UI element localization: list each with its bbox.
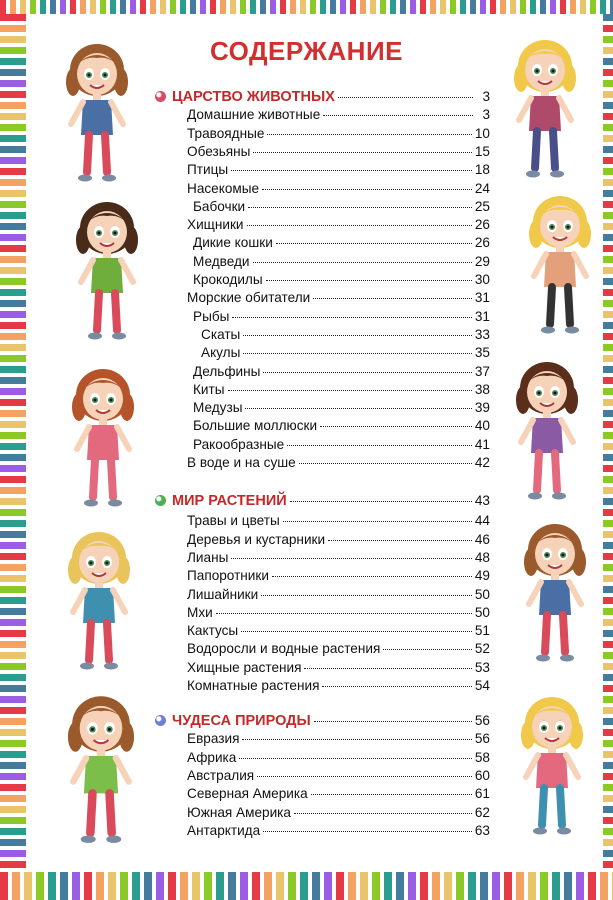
page-number: 43 (474, 493, 490, 508)
entry-label: Насекомые (187, 180, 260, 196)
toc-entry (187, 143, 490, 161)
toc-entry (187, 125, 490, 143)
toc-entry (187, 604, 490, 622)
page-number: 54 (474, 678, 490, 693)
dot-leader (290, 501, 472, 502)
entry-label: Медузы (193, 400, 243, 416)
toc-entry (187, 454, 490, 472)
toc-entry (187, 549, 490, 567)
bullet-icon (155, 91, 166, 102)
dot-leader (248, 207, 472, 208)
toc-entry (187, 567, 490, 585)
entry-label: Бабочки (193, 198, 246, 214)
toc-entry (193, 417, 490, 435)
toc-entry (193, 234, 490, 252)
dot-leader (311, 794, 472, 795)
entry-label: Птицы (187, 162, 229, 178)
page-number: 44 (474, 513, 490, 529)
toc-entry (187, 289, 490, 307)
entry-label: Водоросли и водные растения (187, 641, 381, 657)
dot-leader (247, 225, 472, 226)
section-title: ЧУДЕСА ПРИРОДЫ (172, 713, 311, 729)
page-number: 35 (474, 345, 490, 361)
toc-entry (187, 730, 490, 748)
toc-entry (187, 216, 490, 234)
entry-label: Травоядные (187, 125, 265, 141)
toc-entry (187, 106, 490, 124)
dot-leader (383, 649, 472, 650)
page-number: 31 (474, 290, 490, 306)
entry-label: Лишайники (187, 586, 259, 602)
entry-label: Южная Америка (187, 804, 291, 820)
toc-entry (187, 659, 490, 677)
page-number: 48 (474, 549, 490, 565)
toc-entry (187, 804, 490, 822)
page-number: 42 (474, 455, 490, 470)
toc-entry (187, 749, 490, 767)
page-number: 41 (474, 436, 490, 452)
entry-label: Домашние животные (187, 107, 321, 123)
girl-with-books-right-4-illustration (500, 520, 610, 670)
dot-leader (276, 243, 472, 244)
toc-entry (187, 161, 490, 179)
dot-leader (266, 280, 472, 281)
decorative-left-border (0, 14, 26, 872)
entry-label: Скаты (201, 326, 241, 342)
dot-leader (313, 298, 472, 299)
toc-section-heading (155, 88, 490, 106)
toc-entry (201, 326, 490, 344)
page-number: 3 (482, 107, 490, 123)
toc-entry (187, 822, 490, 840)
toc-entry (193, 436, 490, 454)
entry-label: Мхи (187, 604, 213, 620)
entry-label: Хищники (187, 217, 244, 233)
dot-leader (322, 686, 471, 687)
entry-label: Папоротники (187, 568, 269, 584)
dot-leader (283, 521, 472, 522)
toc-entry (187, 531, 490, 549)
entry-label: Евразия (187, 731, 240, 747)
toc-entry (187, 180, 490, 198)
dot-leader (243, 335, 472, 336)
dot-leader (242, 739, 471, 740)
entry-label: Дикие кошки (193, 235, 273, 251)
page-number: 58 (474, 749, 490, 765)
page-number: 37 (474, 363, 490, 379)
entry-label: Медведи (193, 253, 250, 269)
entry-label: Антарктида (187, 822, 261, 838)
toc-entry (201, 344, 490, 362)
dot-leader (253, 262, 472, 263)
dot-leader (263, 831, 472, 832)
entry-label: В воде и на суше (187, 455, 296, 470)
entry-label: Австралия (187, 767, 255, 783)
dot-leader (257, 776, 472, 777)
dot-leader (263, 372, 471, 373)
entry-label: Северная Америка (187, 786, 308, 802)
dot-leader (304, 668, 471, 669)
page-number: 53 (474, 659, 490, 675)
page-number: 50 (474, 604, 490, 620)
page-number: 29 (474, 253, 490, 269)
dot-leader (262, 189, 472, 190)
toc-entry (187, 767, 490, 785)
girl-blonde-right-2-illustration (510, 192, 610, 342)
page-number: 18 (474, 162, 490, 178)
entry-label: Киты (193, 381, 225, 397)
page-number: 15 (474, 143, 490, 159)
entry-label: Большие моллюски (193, 418, 318, 434)
section-title: ЦАРСТВО ЖИВОТНЫХ (172, 89, 335, 105)
page-number: 56 (474, 731, 490, 747)
dot-leader (243, 353, 472, 354)
page-number: 10 (474, 125, 490, 141)
entry-label: Обезьяны (187, 143, 251, 159)
dot-leader (323, 115, 473, 116)
dot-leader (253, 152, 471, 153)
entry-label: Акулы (201, 345, 241, 361)
bullet-icon (155, 715, 166, 726)
entry-label: Крокодилы (193, 272, 263, 287)
dot-leader (216, 613, 472, 614)
toc-entry (193, 198, 490, 216)
dot-leader (231, 170, 472, 171)
dot-leader (272, 576, 472, 577)
page-number: 3 (482, 89, 490, 104)
girl-pointing-left-5-illustration (46, 692, 156, 852)
entry-label: Деревья и кустарники (187, 531, 326, 547)
toc-entry (187, 677, 490, 695)
toc-section-heading (155, 492, 490, 510)
dot-leader (328, 540, 472, 541)
entry-label: Рыбы (193, 308, 230, 324)
dot-leader (320, 426, 472, 427)
toc-section-heading (155, 712, 490, 730)
toc-entry (193, 381, 490, 399)
page-number: 52 (474, 641, 490, 657)
page-number: 46 (474, 531, 490, 547)
decorative-top-border (0, 0, 613, 14)
page-number: 26 (474, 217, 490, 233)
girl-blonde-left-4-illustration (44, 528, 154, 678)
dot-leader (239, 758, 472, 759)
toc-entry (193, 253, 490, 271)
section-title: МИР РАСТЕНИЙ (172, 493, 287, 509)
toc-entry (187, 640, 490, 658)
dot-leader (338, 97, 473, 98)
toc-entry (193, 399, 490, 417)
page-number: 61 (474, 786, 490, 802)
page-number: 30 (474, 272, 490, 287)
toc-entry (187, 512, 490, 530)
dot-leader (245, 408, 471, 409)
entry-label: Комнатные растения (187, 678, 320, 693)
girl-pointing-left-3-illustration (48, 365, 158, 515)
toc-entry (193, 363, 490, 381)
dot-leader (267, 134, 471, 135)
dot-leader (261, 595, 472, 596)
page-number: 31 (474, 308, 490, 324)
page-number: 62 (474, 804, 490, 820)
page-number: 50 (474, 586, 490, 602)
girl-blonde-right-5-illustration (502, 688, 602, 848)
entry-label: Африка (187, 749, 237, 765)
page-number: 24 (474, 180, 490, 196)
page-number: 26 (474, 235, 490, 251)
page-number: 38 (474, 381, 490, 397)
entry-label: Травы и цветы (187, 513, 280, 529)
page-number: 63 (474, 822, 490, 838)
page-title: СОДЕРЖАНИЕ (210, 36, 403, 66)
toc-entry (187, 586, 490, 604)
page-number: 49 (474, 568, 490, 584)
dot-leader (241, 631, 472, 632)
dot-leader (228, 390, 472, 391)
page-number: 56 (474, 713, 490, 728)
page-number: 33 (474, 326, 490, 342)
toc-entry (193, 271, 490, 289)
toc-entry (187, 622, 490, 640)
girl-with-books-left-1-illustration (42, 40, 152, 190)
dot-leader (314, 721, 472, 722)
dot-leader (287, 445, 472, 446)
toc-entry (187, 785, 490, 803)
dot-leader (299, 463, 472, 464)
page-number: 40 (474, 418, 490, 434)
toc-entry (193, 308, 490, 326)
dot-leader (232, 317, 471, 318)
entry-label: Кактусы (187, 623, 239, 639)
decorative-right-border (603, 14, 613, 872)
page-number: 25 (474, 198, 490, 214)
entry-label: Хищные растения (187, 659, 302, 675)
entry-label: Морские обитатели (187, 290, 311, 306)
dot-leader (294, 813, 472, 814)
dot-leader (231, 558, 472, 559)
page-number: 39 (474, 400, 490, 416)
page-number: 51 (474, 623, 490, 639)
girl-with-book-left-2-illustration (52, 198, 162, 348)
entry-label: Дельфины (193, 363, 261, 379)
entry-label: Ракообразные (193, 436, 285, 452)
entry-label: Лианы (187, 549, 229, 565)
page-number: 60 (474, 767, 490, 783)
decorative-bottom-border (0, 872, 613, 900)
girl-brunette-right-3-illustration (492, 358, 602, 508)
girl-blonde-right-1-illustration (495, 36, 595, 186)
